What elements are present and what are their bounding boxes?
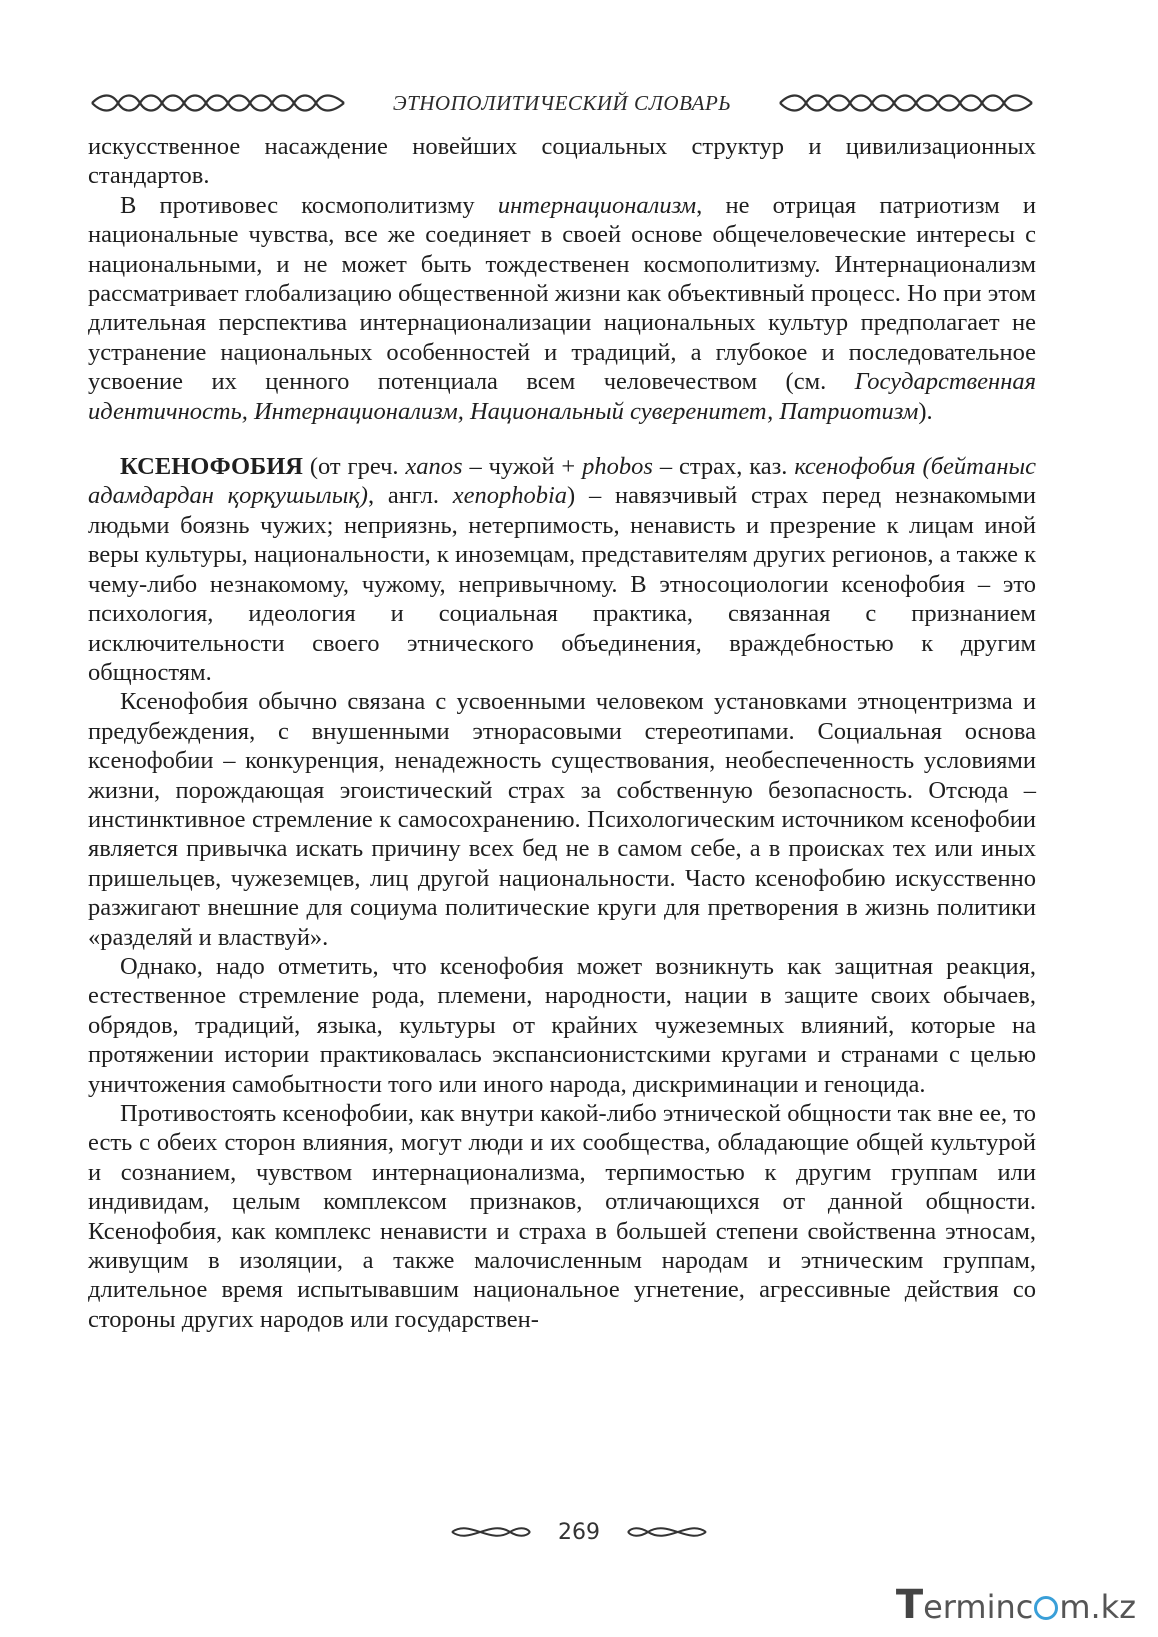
paragraph-internationalism	[88, 191, 1036, 426]
text-run: – страх, каз.	[652, 453, 795, 481]
italic-term: интернационализм	[497, 191, 697, 219]
entry-term: КСЕНОФОБИЯ	[120, 453, 303, 481]
text-run: В противовес космополитизму	[120, 191, 498, 219]
footer-ornament-right-icon	[626, 1521, 708, 1543]
right-ornament-icon	[776, 91, 1036, 115]
watermark-text: erminc	[923, 1588, 1034, 1626]
page-number: 269	[558, 1519, 600, 1545]
watermark-text: m.kz	[1059, 1588, 1136, 1626]
text-run: (от греч.	[302, 453, 406, 481]
greek-word: xanos	[405, 453, 463, 481]
text-run: , англ.	[367, 482, 453, 510]
greek-word: phobos	[582, 453, 653, 481]
running-title: ЭТНОПОЛИТИЧЕСКИЙ СЛОВАРЬ	[392, 90, 732, 115]
paragraph: Ксенофобия обычно связана с усвоенными человеком установками этноцентризма и предубеждения, с внушенными этнорасовыми стереотипами. Социальная основа ксенофобии – конкуренция, ненадежность существования, необеспеченность условиями жизни, порождающая эгоистический страх за собственную безопасность. Отсюда – инстинктивное стремление к самосохранению. Психологическим источником ксенофобии является привычка искать причину всех бед не в самом себе, а в происках тех или иных пришельцев, чужеземцев, лиц другой национальности. Часто ксенофобию искусственно разжигают внешние для социума политические круги для претворения в жизнь политики «разделяй и властвуй».	[88, 688, 1036, 951]
english-term: xenophobia	[452, 482, 568, 510]
footer-ornament-left-icon	[450, 1521, 532, 1543]
watermark-letter: T	[895, 1582, 924, 1628]
cross-references: Государственная идентичность, Интернационализм, Национальный суверенитет, Патриотизм	[88, 368, 1036, 425]
left-ornament-icon	[88, 91, 348, 115]
watermark-logo	[896, 1582, 1136, 1628]
text-run: ).	[918, 397, 933, 425]
page-header	[88, 88, 1036, 118]
globe-icon	[1034, 1596, 1058, 1620]
kazakh-term: ксенофобия (бейтаныс адамдардан қорқушылық)	[88, 453, 1036, 510]
text-run: ) – навязчивый страх перед незнакомыми людьми боязнь чужих; неприязнь, нетерпимость, ненависть и презрение к лицам иной веры культуры, национальности, к иноземцам, представителям других регионов, а также к чему-либо незнакомому, чужому, непривычному. В этносоциологии ксенофобия – это психология, идеология и социальная практика, связанная с признанием исключительности своего этнического объединения, враждебностью к другим общностям.	[88, 482, 1036, 686]
page-footer	[0, 1512, 1158, 1552]
paragraph: искусственное насаждение новейших социальных структур и цивилизационных стандартов.	[88, 133, 1036, 190]
paragraph: Однако, надо отметить, что ксенофобия может возникнуть как защитная реакция, естественное стремление рода, племени, народности, нации в защите своих обычаев, обрядов, традиций, языка, культуры от крайних чужеземных влияний, которые на протяжении истории практиковалась экспансионистскими кругами и странами с целью уничтожения самобытности того или иного народа, дискриминации и геноцида.	[88, 952, 1036, 1098]
body-text	[88, 132, 1036, 1334]
paragraph: Противостоять ксенофобии, как внутри какой-либо этнической общности так вне ее, то есть с обеих сторон влияния, могут люди и их сообщества, обладающие общей культурой и сознанием, чувством интернационализма, терпимостью к другим группам или индивидам, целым комплексом признаков, отличающихся от данной общности. Ксенофобия, как комплекс ненависти и страха в большей степени свойственна этносам, живущим в изоляции, а также малочисленным народам и этническим группам, длительное время испытывавшим национальное угнетение, агрессивные действия со стороны других народов или государствен-	[88, 1100, 1036, 1333]
entry-xenophobia	[88, 452, 1036, 687]
text-run: – чужой +	[462, 453, 583, 481]
text-run: , не отрицая патриотизм и национальные чувства, все же соединяет в своей основе общечеловеческие интересы с национальными, и не может быть тождественен космополитизму. Интернационализм рассматривает глобализацию общественной жизни как объективный процесс. Но при этом длительная перспектива интернационализации национальных культур предполагает не устранение национальных особенностей и традиций, а глубокое и последовательное усвоение их ценного потенциала всем человечеством (см.	[88, 191, 1036, 396]
